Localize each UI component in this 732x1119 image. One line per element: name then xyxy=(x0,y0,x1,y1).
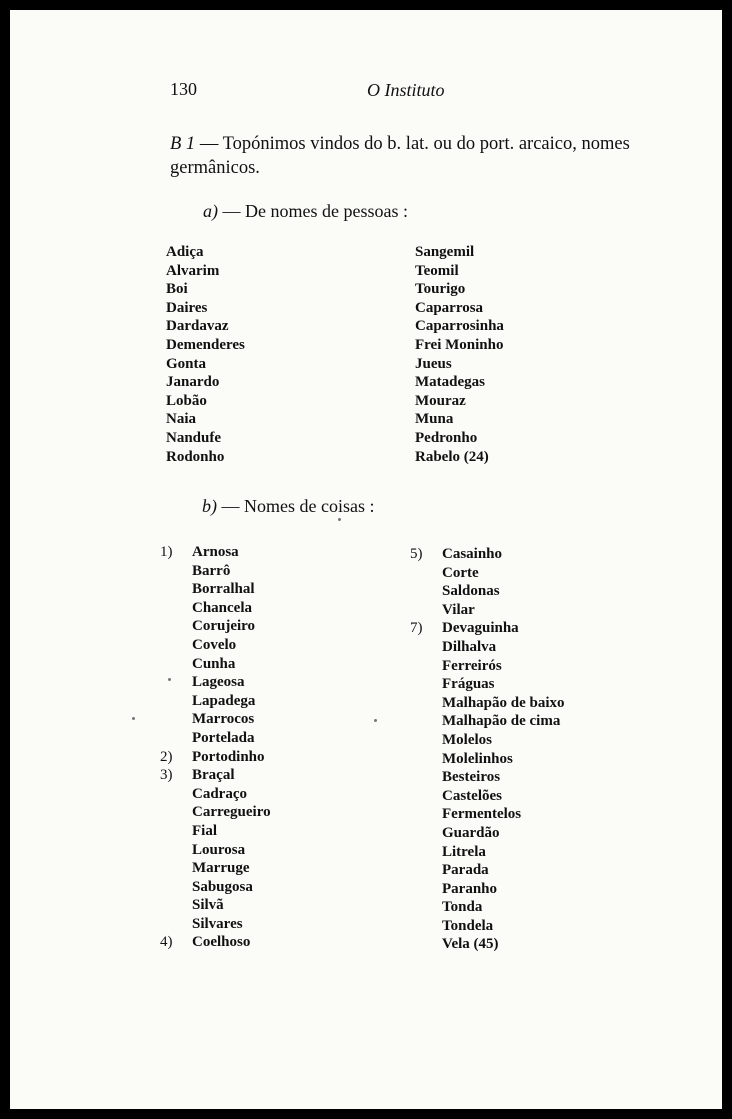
list-item xyxy=(410,824,565,843)
place-name: Coelhoso xyxy=(192,934,251,951)
place-name: Parada xyxy=(442,862,489,879)
place-name: Chancela xyxy=(192,599,252,616)
print-speck xyxy=(374,719,377,722)
list-item xyxy=(410,861,565,880)
place-name: Guardão xyxy=(442,824,500,841)
place-name: Dilhalva xyxy=(442,638,497,655)
place-name: Fial xyxy=(192,822,217,839)
list-item xyxy=(160,729,271,748)
page-number: 130 xyxy=(170,79,197,99)
list-item xyxy=(160,655,271,674)
place-name: Malhapão de baixo xyxy=(442,694,565,711)
place-name: Adiça xyxy=(166,244,204,260)
list-item xyxy=(160,859,271,878)
list-item xyxy=(160,562,271,581)
place-name: Litrela xyxy=(442,843,486,860)
group-number: 3) xyxy=(160,767,173,784)
place-name: Portodinho xyxy=(192,748,265,765)
place-name: Demenderes xyxy=(166,336,245,353)
place-name: Lapadega xyxy=(192,692,256,709)
list-item xyxy=(160,543,271,562)
thing-names-right-column xyxy=(410,545,565,954)
list-item xyxy=(160,673,271,692)
list-item xyxy=(160,599,271,618)
list-item xyxy=(410,768,565,787)
subsection-a-label: a) xyxy=(203,201,218,221)
group-number: 2) xyxy=(160,748,173,765)
section-label: B 1 xyxy=(170,134,196,154)
place-name: Portelada xyxy=(192,729,255,746)
place-name: Pedronho xyxy=(415,429,478,446)
place-name: Lourosa xyxy=(192,841,246,858)
place-name: Alvarim xyxy=(166,262,220,279)
place-name: Braçal xyxy=(192,767,235,784)
subsection-b-label: b) xyxy=(202,496,217,516)
place-name: Devaguinha xyxy=(442,620,519,637)
place-name: Molelinhos xyxy=(442,750,513,767)
place-name: Lobão xyxy=(166,392,207,409)
place-name: Vela (45) xyxy=(442,936,499,953)
list-item xyxy=(160,896,271,915)
place-name: Molelos xyxy=(442,731,492,748)
place-name: Tondela xyxy=(442,917,494,934)
list-item xyxy=(410,675,565,694)
place-name: Fráguas xyxy=(442,676,495,693)
place-name: Paranho xyxy=(442,880,498,897)
place-name: Saldonas xyxy=(442,583,500,600)
list-item xyxy=(410,898,565,917)
place-name: Tonda xyxy=(442,899,483,916)
list-item xyxy=(160,617,271,636)
place-name: Lageosa xyxy=(192,674,245,691)
place-name: Vilar xyxy=(442,601,475,618)
list-item xyxy=(410,917,565,936)
place-name: Muna xyxy=(415,411,454,428)
place-name: Sangemil xyxy=(415,244,475,260)
place-name: Cadraço xyxy=(192,785,247,802)
place-name: Caparrosinha xyxy=(415,318,504,335)
place-name: Tourigo xyxy=(415,281,466,298)
scanned-page xyxy=(10,10,722,1109)
place-name: Gonta xyxy=(166,355,207,372)
list-item xyxy=(410,805,565,824)
place-name: Mouraz xyxy=(415,392,466,409)
list-item xyxy=(410,787,565,806)
list-item xyxy=(160,878,271,897)
place-name: Malhapão de cima xyxy=(442,713,561,730)
place-name: Fermentelos xyxy=(442,806,522,823)
place-name: Carregueiro xyxy=(192,804,271,821)
place-name: Sabugosa xyxy=(192,878,253,895)
list-item xyxy=(410,880,565,899)
place-name: Barrô xyxy=(192,562,231,579)
list-item xyxy=(410,843,565,862)
place-name: Besteiros xyxy=(442,769,501,786)
list-item xyxy=(160,580,271,599)
list-item xyxy=(410,731,565,750)
list-item xyxy=(160,692,271,711)
list-item xyxy=(410,712,565,731)
place-name: Caparrosa xyxy=(415,299,484,316)
group-number: 4) xyxy=(160,934,173,951)
list-item xyxy=(160,766,271,785)
list-item xyxy=(410,935,565,954)
subsection-a-heading xyxy=(203,201,408,222)
place-name: Borralhal xyxy=(192,581,255,598)
place-name: Arnosa xyxy=(192,544,239,560)
list-item xyxy=(160,803,271,822)
print-speck xyxy=(338,518,341,521)
list-item xyxy=(410,638,565,657)
list-item xyxy=(410,564,565,583)
place-name: Dardavaz xyxy=(166,318,229,335)
place-name: Silvares xyxy=(192,915,243,932)
group-number: 5) xyxy=(410,546,423,562)
list-item xyxy=(410,694,565,713)
place-name: Nandufe xyxy=(166,429,222,446)
thing-names-left-column xyxy=(160,543,271,952)
list-item xyxy=(410,750,565,769)
group-number: 7) xyxy=(410,620,423,637)
place-name: Marruge xyxy=(192,860,250,877)
place-name: Rodonho xyxy=(166,448,225,465)
place-name: Teomil xyxy=(415,262,459,279)
person-names-right-column xyxy=(415,243,504,466)
person-names-left-column xyxy=(166,243,245,466)
place-name: Daires xyxy=(166,299,208,316)
print-speck xyxy=(168,678,171,681)
place-name: Rabelo (24) xyxy=(415,448,489,465)
list-item xyxy=(410,582,565,601)
list-item xyxy=(160,933,271,952)
place-name: Castelões xyxy=(442,787,502,804)
list-item xyxy=(160,822,271,841)
place-name: Ferreirós xyxy=(442,657,502,674)
place-name: Matadegas xyxy=(415,374,485,391)
place-name: Corujeiro xyxy=(192,618,256,635)
place-name: Jueus xyxy=(415,355,452,372)
list-item xyxy=(410,601,565,620)
place-name: Naia xyxy=(166,411,196,428)
subsection-b-text: — Nomes de coisas : xyxy=(217,496,375,516)
subsection-a-text: — De nomes de pessoas : xyxy=(218,201,408,221)
place-name: Cunha xyxy=(192,655,236,672)
list-item xyxy=(160,636,271,655)
place-name: Corte xyxy=(442,564,479,581)
list-item xyxy=(410,657,565,676)
running-title: O Instituto xyxy=(367,80,445,100)
list-item xyxy=(160,710,271,729)
place-name: Covelo xyxy=(192,636,237,653)
subsection-b-heading xyxy=(202,496,374,517)
place-name: Boi xyxy=(166,281,188,298)
list-item xyxy=(410,619,565,638)
place-name: Silvã xyxy=(192,897,224,914)
place-name: Frei Moninho xyxy=(415,336,504,353)
group-number: 1) xyxy=(160,544,173,560)
list-item xyxy=(160,915,271,934)
place-name: Casainho xyxy=(442,546,503,562)
list-item xyxy=(160,841,271,860)
place-name: Marrocos xyxy=(192,711,255,728)
list-item xyxy=(410,545,565,564)
place-name: Janardo xyxy=(166,374,220,391)
section-text: — Topónimos vindos do b. lat. ou do port. arcaico, nomes germânicos. xyxy=(170,134,630,178)
section-heading xyxy=(170,132,660,180)
print-speck xyxy=(132,717,135,720)
list-item xyxy=(160,785,271,804)
list-item xyxy=(160,748,271,767)
